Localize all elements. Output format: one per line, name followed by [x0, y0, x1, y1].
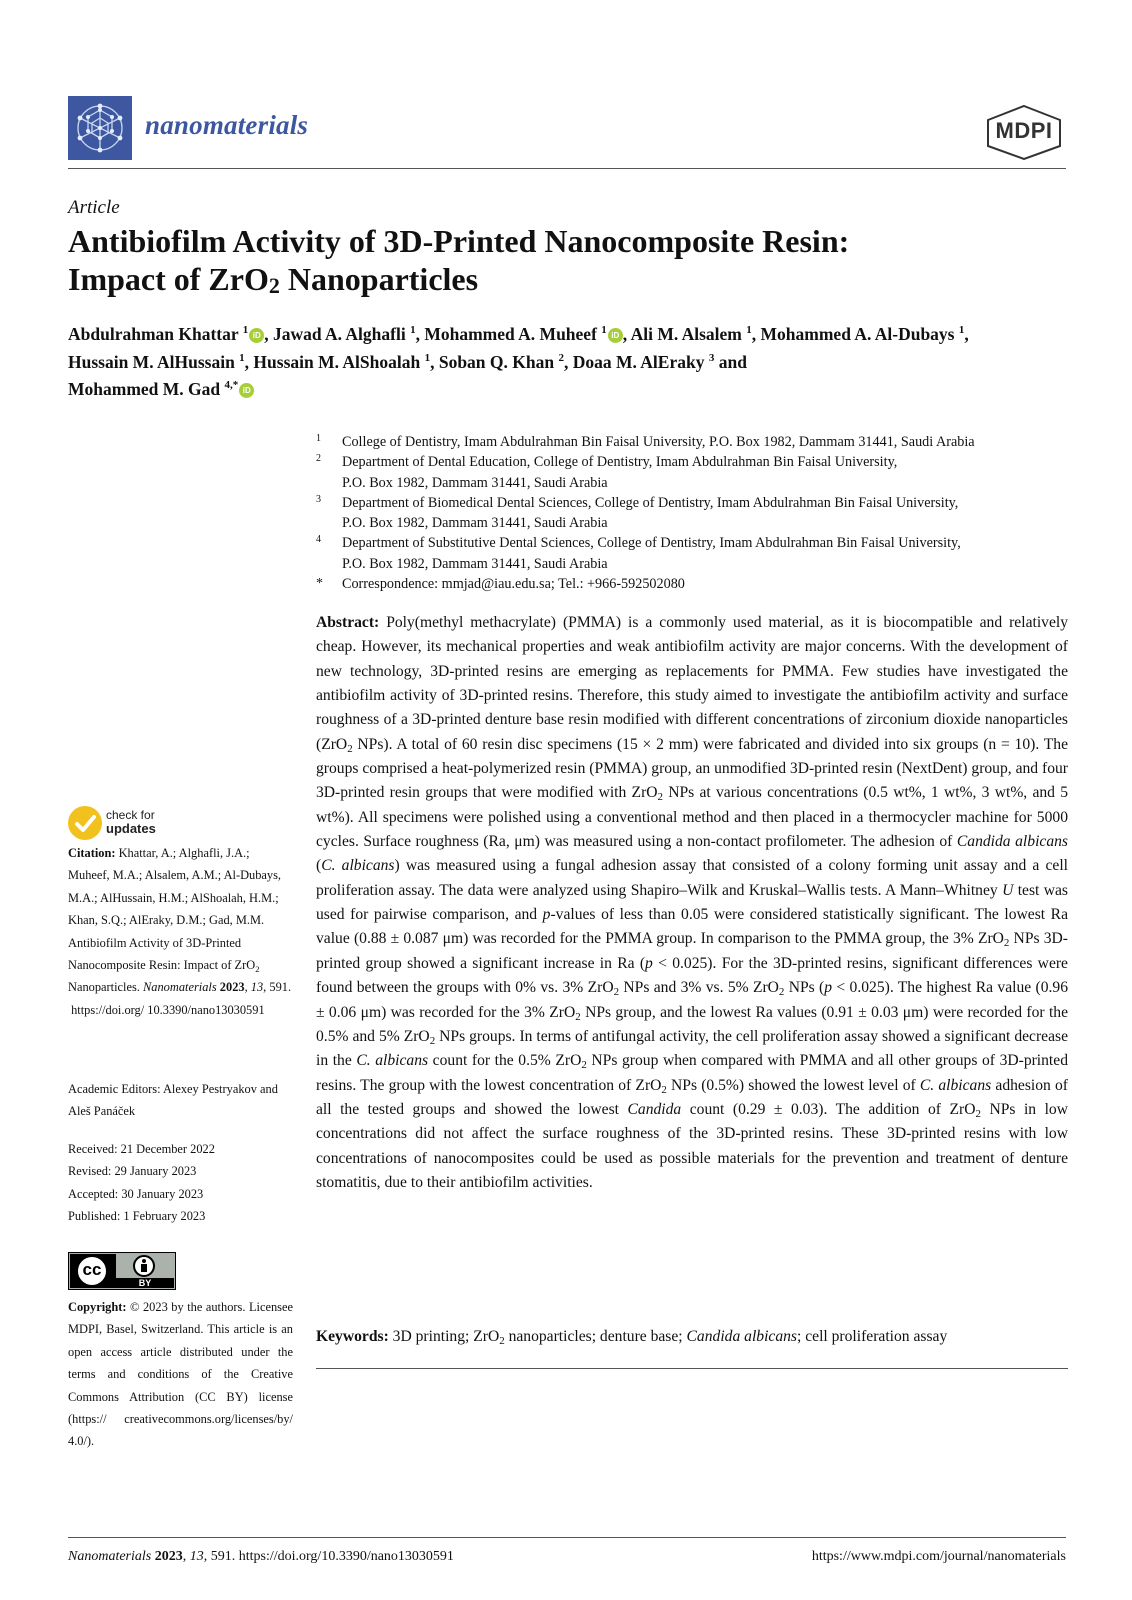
- affiliation-item: [316, 574, 1076, 594]
- author-affiliation-sup: 4,*: [224, 379, 239, 392]
- author-name: Soban Q. Khan $^2$: [438, 351, 564, 372]
- journal-name: nanomaterials: [145, 110, 309, 140]
- affiliations: [316, 432, 1076, 594]
- affiliation-text: Department of Biomedical Dental Sciences, College of Dentistry, Imam Abdulrahman Bin Faisal University, P.O. Box 1982, Dammam 31441, Saudi Arabia: [342, 494, 959, 532]
- title-line-1: Antibiofilm Activity of 3D-Printed Nanocomposite Resin:: [68, 223, 850, 259]
- abstract: [316, 611, 1068, 1195]
- abstract-body: Poly(methyl methacrylate) (PMMA) is a commonly used material, as it is biocompatible and relatively cheap. However, its mechanical properties and weak antibiofilm activity are major concerns. With the development of new technology, 3D-printed resins are emerging as replacements for PMMA. Few studies have investigated the antibiofilm activity of 3D-printed resins. Therefore, this study aimed to investigate the antibiofilm activity and surface roughness of a 3D-printed denture base resin modified with different concentrations of zirconium dioxide nanoparticles (ZrO$_2$ NPs). A total of 60 resin disc specimens (15 × 2 mm) were fabricated and divided into six groups (n = 10). The groups comprised a heat-polymerized resin (PMMA) group, an unmodified 3D-printed resin (NextDent) group, and four 3D-printed resin groups that were modified with ZrO$_2$ NPs at various concentrations (0.5 wt%, 1 wt%, 3 wt%, and 5 wt%). All specimens were polished using a conventional method and then placed in a thermocycler machine for 5000 cycles. Surface roughness (Ra, μm) was measured using a non-contact profilometer. The adhesion of Candida albicans (C. albicans) was measured using a fungal adhesion assay that consisted of a colony forming unit assay and a cell proliferation assay. The data were analyzed using Shapiro–Wilk and Kruskal–Wallis tests. A Mann–Whitney U test was used for pairwise comparison, and p-values of less than 0.05 were considered statistically significant. The lowest Ra value (0.88 ± 0.087 μm) was recorded for the PMMA group. In comparison to the PMMA group, the 3% ZrO$_2$ NPs 3D-printed group showed a significant increase in Ra (p < 0.025). For the 3D-printed resins, significant differences were found between the groups with 0% vs. 3% ZrO$_2$ NPs and 3% vs. 5% ZrO$_2$ NPs (p < 0.025). The highest Ra value (0.96 ± 0.06 μm) was recorded for the 3% ZrO$_2$ NPs group, and the lowest Ra values (0.91 ± 0.03 μm) were recorded for the 0.5% and 5% ZrO$_2$ NPs groups. In terms of antifungal activity, the cell proliferation assay showed a significant decrease in the C. albicans count for the 0.5% ZrO$_2$ NPs group when compared with PMMA and all other groups of 3D-printed resins. The group with the lowest concentration of ZrO$_2$ NPs (0.5%) showed the lowest level of C. albicans adhesion of all the tested groups and showed the lowest Candida count (0.29 ± 0.03). The addition of ZrO$_2$ NPs in low concentrations did not affect the surface roughness of the 3D-printed resins. These 3D-printed resins with low concentrations of nanocomposites could be used as possible materials for the prevention and treatment of denture stomatitis, due to their antibiofilm activities.: [316, 614, 1069, 1191]
- orcid-icon[interactable]: iD: [239, 383, 254, 398]
- author-name: Mohammed A. Al-Dubays $^1$: [760, 323, 965, 344]
- publication-dates: [68, 1138, 293, 1228]
- mdpi-logo-text: MDPI: [995, 118, 1053, 143]
- keywords-body: 3D printing; ZrO$_2$ nanoparticles; denture base; Candida albicans; cell proliferation assay: [388, 1328, 948, 1347]
- date-line: Revised: 29 January 2023: [68, 1164, 197, 1179]
- author-name: Mohammed M. Gad $^{4,*}$: [68, 379, 239, 400]
- affiliation-text: Department of Dental Education, College of Dentistry, Imam Abdulrahman Bin Faisal University, P.O. Box 1982, Dammam 31441, Saudi Arabia: [342, 454, 898, 491]
- affiliation-item: [316, 452, 1076, 493]
- copyright: [68, 1296, 293, 1453]
- affiliation-number: 3: [316, 493, 321, 505]
- author-affiliation-sup: 2: [558, 351, 564, 364]
- date-line: Received: 21 December 2022: [68, 1142, 215, 1156]
- check-updates-line-2: updates: [106, 821, 156, 836]
- affiliation-item: [316, 493, 1076, 534]
- footer-citation[interactable]: Nanomaterials 2023, 13, 591. https://doi.org/10.3390/nano13030591: [68, 1549, 454, 1564]
- by-label: BY: [138, 1278, 152, 1288]
- date-line: Published: 1 February 2023: [68, 1209, 206, 1224]
- affiliation-text: Correspondence: mmjad@iau.edu.sa; Tel.: +966-592502080: [342, 576, 685, 593]
- orcid-icon[interactable]: iD: [249, 328, 264, 343]
- title-line-2: [68, 260, 1068, 298]
- copyright-label: Copyright:: [68, 1300, 127, 1314]
- author-affiliation-sup: 3: [708, 351, 715, 364]
- author-name: Mohammed A. Muheef $^1$: [424, 323, 607, 344]
- author-affiliation-sup: 1: [424, 351, 431, 364]
- author-name: Hussain M. AlHussain $^1$: [68, 351, 245, 372]
- author-name: Jawad A. Alghafli $^1$: [272, 323, 416, 344]
- journal-logo: [68, 96, 132, 160]
- affiliation-text: College of Dentistry, Imam Abdulrahman Bin Faisal University, P.O. Box 1982, Dammam 31441, Saudi Arabia: [342, 434, 975, 450]
- author-name: Hussain M. AlShoalah $^1$: [253, 351, 431, 372]
- article-title: [68, 222, 1068, 298]
- affiliation-number: 1: [316, 433, 321, 444]
- citation-body: Khattar, A.; Alghafli, J.A.; Muheef, M.A.; Alsalem, A.M.; Al-Dubays, M.A.; AlHussain, H.M.; AlShoalah, H.M.; Khan, S.Q.; AlEraky, D.M.; Gad, M.M. Antibiofilm Activity of 3D-Printed Nanocomposite Resin: Impact of ZrO$_2$ Nanoparticles. Nanomaterials 2023, 13, 591. https://doi.org/ 10.3390/nano13030591: [68, 846, 292, 1017]
- abstract-label: Abstract:: [316, 614, 380, 631]
- author-affiliation-sup: 1: [601, 324, 607, 336]
- affiliation-number: *: [316, 576, 323, 592]
- author-affiliation-sup: 1: [410, 324, 416, 336]
- citation: [68, 842, 293, 1021]
- footer-divider: [68, 1537, 1066, 1538]
- cc-by-license-badge[interactable]: [68, 1252, 176, 1290]
- keywords-label: Keywords:: [316, 1328, 389, 1345]
- affiliation-number: 4: [316, 534, 321, 546]
- footer-journal-url[interactable]: https://www.mdpi.com/journal/nanomaterials: [811, 1549, 1066, 1564]
- title-subscript: 2: [268, 273, 280, 298]
- cc-label: cc: [82, 1260, 102, 1279]
- academic-editors: Academic Editors: Alexey Pestryakov and Aleš Panáček: [68, 1082, 278, 1119]
- author-affiliation-sup: 1: [242, 324, 249, 336]
- author-affiliation-sup: 1: [746, 324, 752, 336]
- date-line: Accepted: 30 January 2023: [68, 1186, 204, 1201]
- author-name: Doaa M. AlEraky $^3$: [572, 351, 715, 372]
- affiliation-item: [316, 432, 1076, 452]
- affiliation-number: 2: [316, 453, 321, 465]
- abstract-divider: [316, 1368, 1068, 1369]
- check-for-updates-badge[interactable]: [68, 806, 178, 842]
- article-type: Article: [68, 197, 120, 218]
- citation-label: Citation:: [68, 846, 116, 860]
- keywords: [316, 1326, 1068, 1348]
- author-list: Abdulrahman Khattar $^1$ iD , Jawad A. Alghafli $^1$, Mohammed A. Muheef $^1$ iD , Ali M. Alsalem $^1$, Mohammed A. Al-Dubays $^1$, Hussain M. AlHussain $^1$, Hussain M. AlShoalah $^1$, Soban Q. Khan $^2$, Doaa M. AlEraky $^3$ and Mohammed M. Gad $^{4,*}$ iD: [68, 323, 969, 400]
- title-line-2-post: Nanoparticles: [279, 261, 479, 297]
- copyright-body: © 2023 by the authors. Licensee MDPI, Basel, Switzerland. This article is an open access article distributed under the terms and conditions of the Creative Commons Attribution (CC BY) license (https:// creativecommons.org/licenses/by/ 4.0/).: [68, 1300, 293, 1449]
- check-updates-label: [106, 808, 156, 836]
- check-updates-line-1: check for: [106, 808, 155, 822]
- header-divider: [68, 168, 1066, 169]
- check-updates-icon: [68, 806, 102, 840]
- orcid-icon[interactable]: iD: [608, 328, 623, 343]
- mdpi-logo: [984, 104, 1064, 160]
- author-affiliation-sup: 1: [958, 324, 965, 336]
- author-affiliation-sup: 1: [239, 351, 245, 364]
- author-name: Ali M. Alsalem $^1$: [630, 323, 752, 344]
- affiliation-item: [316, 533, 1076, 574]
- title-line-2-pre: Impact of ZrO: [68, 261, 269, 297]
- nanomaterials-logo-icon: [68, 96, 132, 160]
- affiliation-text: Department of Substitutive Dental Sciences, College of Dentistry, Imam Abdulrahman Bin Faisal University, P.O. Box 1982, Dammam 31441, Saudi Arabia: [342, 535, 961, 572]
- author-name: Abdulrahman Khattar $^1$: [68, 323, 249, 344]
